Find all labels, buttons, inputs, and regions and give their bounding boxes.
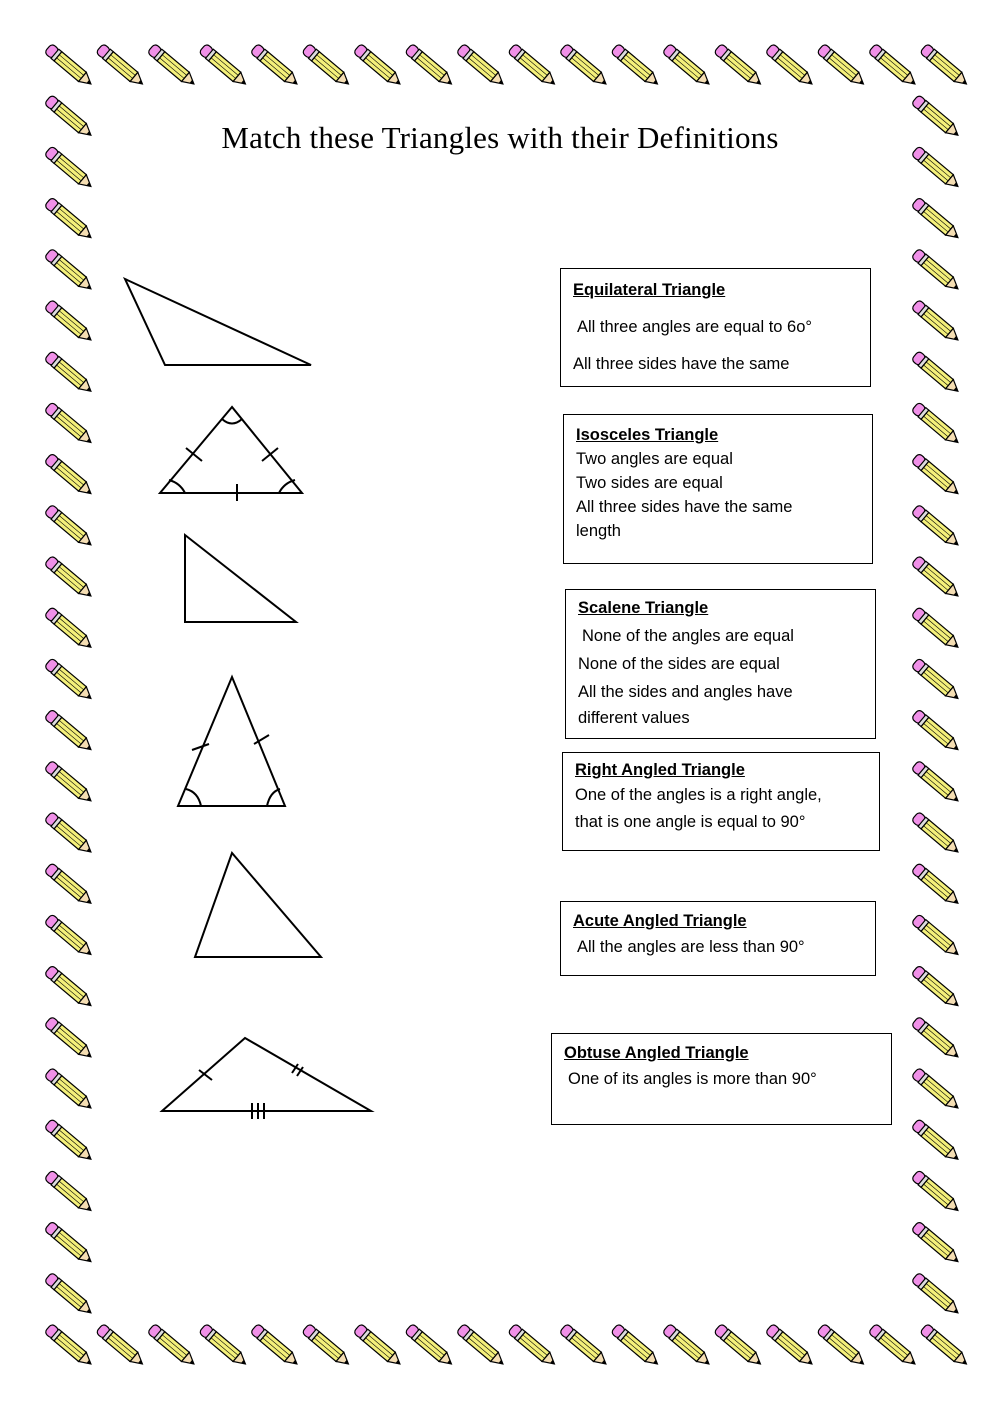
definition-line: One of its angles is more than 90° [568, 1070, 817, 1088]
definition-box-right-angled[interactable] [562, 752, 880, 851]
definition-heading: Acute Angled Triangle [573, 912, 747, 930]
definition-heading: Isosceles Triangle [576, 426, 719, 444]
obtuse-triangle-shape[interactable] [125, 279, 311, 365]
isosceles-triangle-shape[interactable] [178, 677, 285, 806]
definition-box-isosceles[interactable] [563, 414, 873, 564]
definition-heading: Obtuse Angled Triangle [564, 1044, 749, 1062]
acute-triangle-shape[interactable] [195, 853, 321, 957]
definition-box-equilateral[interactable] [560, 268, 871, 387]
equilateral-triangle-shape[interactable] [160, 407, 302, 501]
definition-heading: Scalene Triangle [578, 599, 709, 617]
definition-line: All three sides have the same [576, 498, 793, 516]
definition-line: different values [578, 709, 690, 727]
definition-heading: Right Angled Triangle [575, 761, 745, 779]
definition-line: One of the angles is a right angle, [575, 786, 822, 804]
definition-line: Two angles are equal [576, 450, 733, 468]
definition-line: length [576, 522, 621, 540]
page-title: Match these Triangles with their Definitions [221, 120, 779, 155]
scalene-triangle-shape[interactable] [162, 1038, 371, 1119]
definition-line: All the angles are less than 90° [577, 938, 805, 956]
definition-line: None of the sides are equal [578, 655, 780, 673]
definition-box-scalene[interactable] [565, 589, 876, 739]
definition-box-acute-angled[interactable] [560, 901, 876, 976]
definition-line: Two sides are equal [576, 474, 723, 492]
definition-line: All the sides and angles have [578, 683, 793, 701]
definition-box-obtuse-angled[interactable] [551, 1033, 892, 1125]
definition-heading: Equilateral Triangle [573, 281, 726, 299]
definition-line: All three sides have the same [573, 355, 790, 373]
definition-line: All three angles are equal to 6o° [577, 318, 813, 336]
definition-line: that is one angle is equal to 90° [575, 813, 806, 831]
definition-line: None of the angles are equal [582, 627, 794, 645]
right-triangle-shape[interactable] [185, 535, 296, 622]
